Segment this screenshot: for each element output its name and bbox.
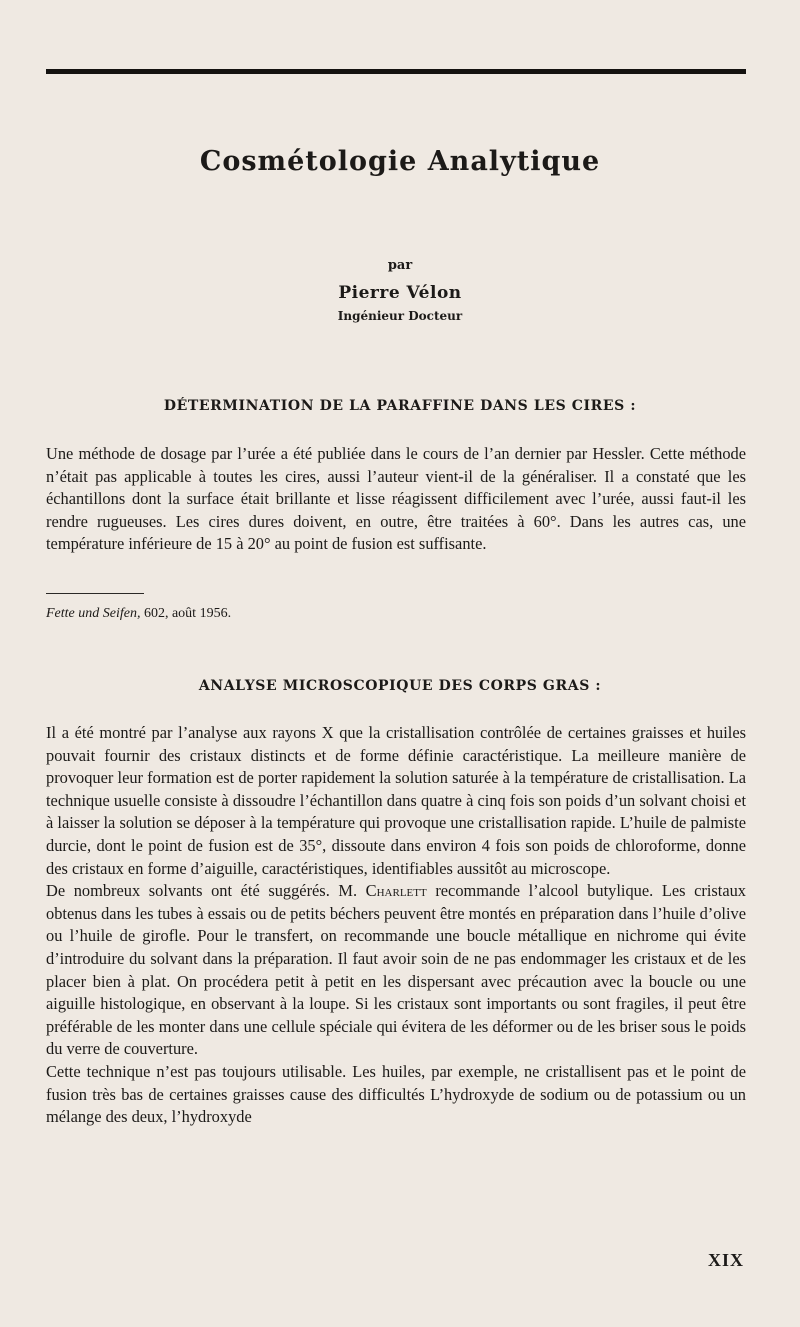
person-name: Charlett	[365, 881, 427, 901]
byline-par: par	[387, 258, 413, 273]
footnote-ref: 602, août 1956.	[143, 606, 232, 621]
footnote-rule	[46, 593, 144, 594]
footnote-journal: Fette und Seifen,	[46, 606, 141, 621]
page-number: XIX	[707, 1250, 744, 1270]
section-body-microscopique	[46, 722, 746, 1129]
para2-rest: recommande l’alcool butylique. Les cristaux obtenus dans les tubes à essais ou de petits béchers peuvent être montés en préparation dans l’huile d’olive ou l’huile de girofle. Pour le transfert, on recommande une boucle métallique en nichrome qui évite d’introduire du solvant dans la préparation. Il faut avoir soin de ne pas endommager les cristaux et de les placer bien à plat. On procédera petit à petit en les dispersant avec précaution avec la boucle ou une aiguille histologique, en observant à la loupe. Si les cristaux sont importants ou sont fragiles, il peut être préférable de les monter dans une cellule spéciale qui évitera de les déformer ou de les briser sous le poids du verre de couverture.	[46, 881, 746, 1059]
author-role: Ingénieur Docteur	[337, 309, 463, 323]
para2-start: De nombreux solvants ont été suggérés. M.	[46, 881, 358, 901]
paragraph-text: Une méthode de dosage par l’urée a été publiée dans le cours de l’an dernier par Hessler. Cette méthode n’était pas applicable à toutes les cires, aussi l’auteur vient-il de la généraliser. Il a constaté que les échantillons dont la surface était brillante et lisse réagissent difficilement avec l’urée, aussi faut-il les rendre rugueuses. Les cires dures doivent, en outre, être traitées à 60°. Dans les autres cas, une température inférieure de 15 à 20° au point de fusion est suffisante.	[46, 444, 746, 554]
section-heading-paraffine: DÉTERMINATION DE LA PARAFFINE DANS LES CIRES :	[163, 398, 637, 414]
footnote	[46, 606, 231, 622]
section-paragraph-paraffine	[46, 443, 746, 556]
section-heading-microscopique: ANALYSE MICROSCOPIQUE DES CORPS GRAS :	[198, 678, 602, 694]
paragraph-text	[46, 880, 746, 1061]
paragraph-text: Cette technique n’est pas toujours utilisable. Les huiles, par exemple, ne cristallisent pas et le point de fusion très bas de certaines graisses cause des difficultés L’hydroxyde de sodium ou de potassium ou un mélange des deux, l’hydroxyde	[46, 1061, 746, 1127]
article-title: Cosmétologie Analytique	[199, 146, 601, 177]
top-rule	[46, 69, 746, 74]
paragraph-text: Il a été montré par l’analyse aux rayons X que la cristallisation contrôlée de certaines graisses et huiles pouvait fournir des cristaux distincts et de forme définie caractéristique. La meilleure manière de provoquer leur formation est de porter rapidement la solution saturée à la température de cristallisation. La technique usuelle consiste à dissoudre l’échantillon dans quatre à cinq fois son poids d’un solvant choisi et à laisser la solution se déposer à la température qui provoque une cristallisation rapide. L’huile de palmiste durcie, dont le point de fusion est de 35°, dissoute dans environ 4 fois son poids de chloroforme, donne des cristaux en forme d’aiguille, caractéristiques, identifiables aussitôt au microscope.	[46, 723, 746, 878]
author-name: Pierre Vélon	[338, 283, 462, 303]
